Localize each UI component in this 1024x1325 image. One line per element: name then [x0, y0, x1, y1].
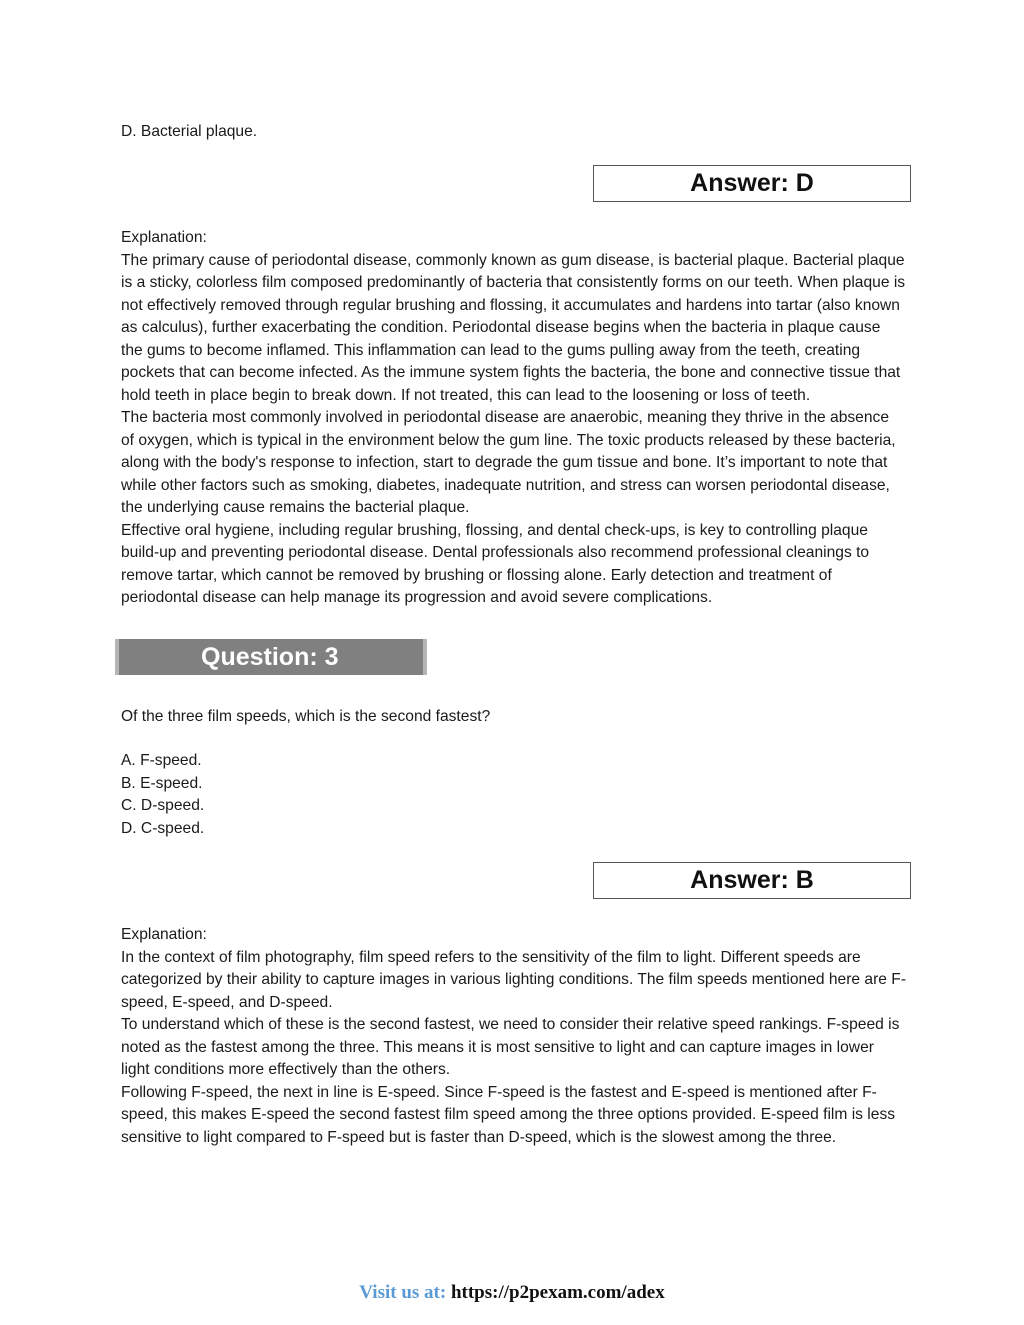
explanation-label: Explanation: [121, 926, 207, 943]
answer-box-prev: Answer: D [593, 165, 911, 202]
footer-label: Visit us at: [359, 1282, 447, 1303]
answer-box: Answer: B [593, 862, 911, 899]
question-heading-label: Question: 3 [201, 642, 339, 671]
option-item: A. F-speed. [121, 752, 202, 769]
question-prompt: Of the three film speeds, which is the second fastest? [121, 708, 491, 725]
explanation-paragraph: Effective oral hygiene, including regular brushing, flossing, and dental check-ups, is key to controlling plaque build-up and preventing periodontal disease. Dental professionals also recommend professional cleanings to remove tartar, which cannot be removed by brushing or flossing alone. Early detection and treatment of periodontal disease can help manage its progression and avoid severe complications. [121, 521, 870, 606]
option-list [121, 750, 906, 840]
prev-explanation [121, 227, 906, 610]
option-item: B. E-speed. [121, 774, 203, 792]
question-heading [115, 639, 427, 675]
option-item: D. C-speed. [121, 819, 205, 837]
explanation-label: Explanation: [121, 229, 207, 246]
prev-option-d: D. Bacterial plaque. [121, 123, 258, 140]
footer [0, 1282, 1024, 1304]
explanation-paragraph: The primary cause of periodontal disease, commonly known as gum disease, is bacterial plaque. Bacterial plaque is a sticky, colorless film composed predominantly of bacteria that consistently forms on our teeth. When plaque is not effectively removed through regular brushing and flossing, it accumulates and hardens into tartar (also known as calculus), further exacerbating the condition. Periodontal disease begins when the bacteria in plaque cause the gums to become inflamed. This inflammation can lead to the gums pulling away from the teeth, creating pockets that can become infected. As the immune system fights the bacteria, the bone and connective tissue that hold teeth in place begin to break down. If not treated, this can lead to the loosening or loss of teeth. [121, 251, 906, 404]
option-item: C. D-speed. [121, 797, 205, 814]
explanation-paragraph: In the context of film photography, film speed refers to the sensitivity of the film to light. Different speeds are categorized by their ability to capture images in various lighting conditions. The film speeds mentioned here are F-speed, E-speed, and D-speed. [121, 948, 907, 1011]
footer-url-link[interactable]: https://p2pexam.com/adex [450, 1282, 665, 1303]
question-explanation [121, 924, 906, 1149]
explanation-paragraph: To understand which of these is the second fastest, we need to consider their relative speed rankings. F-speed is noted as the fastest among the three. This means it is most sensitive to light and can capture images in lower light conditions more effectively than the others. [121, 1016, 900, 1078]
explanation-paragraph: Following F-speed, the next in line is E-speed. Since F-speed is the fastest and E-speed is mentioned after F-speed, this makes E-speed the second fastest film speed among the three options provided. E-speed film is less sensitive to light compared to F-speed but is faster than D-speed, which is the slowest among the three. [121, 1083, 896, 1146]
explanation-paragraph: The bacteria most commonly involved in periodontal disease are anaerobic, meaning they thrive in the absence of oxygen, which is typical in the environment below the gum line. The toxic products released by these bacteria, along with the body's response to infection, start to degrade the gum tissue and bone. It’s important to note that while other factors such as smoking, diabetes, inadequate nutrition, and stress can worsen periodontal disease, the underlying cause remains the bacterial plaque. [121, 409, 896, 516]
